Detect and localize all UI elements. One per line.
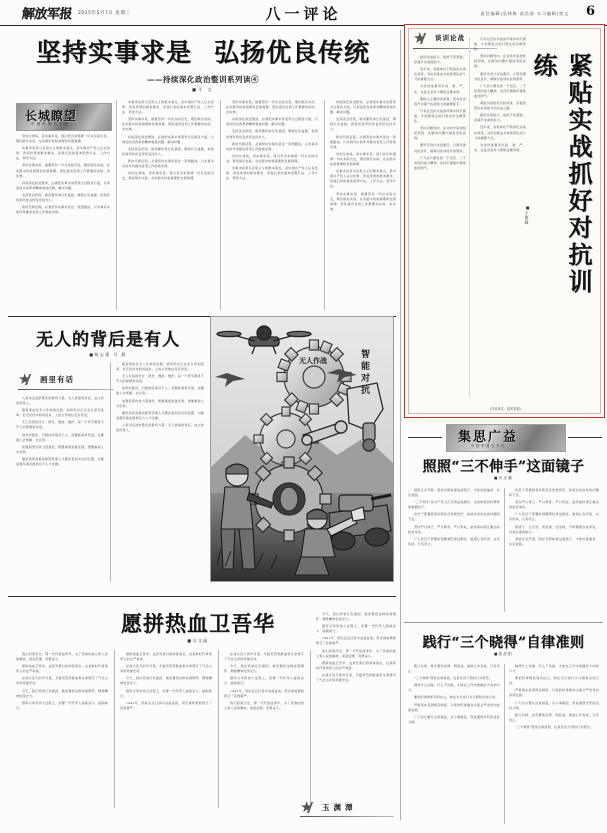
paragraph: 严格落实各项规章制度，以铁的纪律推动全面从严治党向纵深发展。 xyxy=(509,688,599,698)
paragraph: 实事求是是马克思主义的根本观点，是中国共产党人认识世界、改造世界的根本要求，是我们党的基本思想方法、工作方法、领导方法。 xyxy=(330,169,396,189)
bottom-column-4 xyxy=(316,612,396,808)
lead-headline-part1: 坚持实事求是 xyxy=(35,38,192,67)
paragraph: 今天，我们传承红色基因，就是要把这种家国情怀、牺牲精神发扬光大。 xyxy=(120,676,212,686)
paragraph: 紧贴实战抓好对抗训练，是提高部队实战能力的必由之路。 xyxy=(474,101,526,111)
banner-wing-right xyxy=(568,437,602,438)
column-divider xyxy=(469,37,470,397)
svg-text:无人作战: 无人作战 xyxy=(299,356,327,365)
paragraph: 对抗训练要突出真、难、严、实，在复杂条件下锤炼过硬本领。 xyxy=(414,84,466,94)
lead-column-2 xyxy=(122,100,214,308)
paragraph: 加强新型作战力量建设，既要重视装备发展，更要重视人才培养。 xyxy=(16,444,104,454)
paragraph: 强军兴军的伟大征程上，需要一代代军人接续奋斗、砥砺前行。 xyxy=(16,700,108,710)
paragraph: 今天，我们传承红色基因，就是要把这种家国情怀、牺牲精神发扬光大。 xyxy=(16,688,108,698)
section-title: 八一评论 xyxy=(265,5,342,23)
paragraph: 持续深化政治整训，必须把实事求是贯穿全过程各方面，以彻底的自我革命精神查找问题、解决问题。 xyxy=(16,180,110,190)
picture-banner xyxy=(18,372,114,390)
mid-column-2 xyxy=(116,362,204,580)
paragraph: 对抗训练要突出真、难、严、实，在复杂条件下锤炼过硬本领。 xyxy=(474,142,526,152)
yuyuantan-banner xyxy=(300,800,396,817)
mid-headline: 无人的背后是有人 xyxy=(36,330,180,350)
paragraph: 强军兴军的伟大征程上，需要一代代军人接续奋斗、砥砺前行。 xyxy=(224,676,304,686)
great-wall-banner xyxy=(16,103,112,131)
paragraph: 今天，我们传承红色基因，就是要把这种家国情怀、牺牲精神发扬光大。 xyxy=(316,612,396,622)
paragraph: 人是决定战争胜负的最终力量。无人装备的背后，站立的依然是人。 xyxy=(116,422,204,433)
star-icon: ★ xyxy=(300,798,314,816)
bottom-column-2 xyxy=(120,652,212,808)
jisi-headline: 照照“三不伸手”这面镜子 xyxy=(422,459,585,475)
paragraph: “三不伸手”是共产党人应有的品格操守，也是检验党性修养的重要标尺。 xyxy=(408,500,500,510)
paragraph: 基层任务开展，照好对照检视这面镜子，才能校准偏差、补足差距。 xyxy=(509,536,599,546)
paragraph: 坚持问题导向，在对抗中查找短板弱项，在解决问题中提高训练质效。 xyxy=(474,54,526,69)
paragraph: 近年来，各级单位不断深化实战化训练，对抗训练成为检验部队战斗力的重要方式。 xyxy=(414,67,466,82)
lead-subheadline: ——持续深化政治整训系列读④ xyxy=(147,75,259,84)
paragraph: 党员干部要经常对照党章党规党纪，检视自身存在的问题和不足。 xyxy=(408,512,500,522)
paragraph: 1941年，部队在反扫荡中浴血奋战，用忠诚和勇敢捍卫了民族尊严。 xyxy=(316,636,396,646)
paragraph: 发扬优良传统，就是要传承红色基因，赓续红色血脉，把我党我军的优良传统发扬光大。 xyxy=(226,129,318,139)
paragraph: 发扬优良传统，就是要传承红色基因，赓续红色血脉，把我党我军的优良传统发扬光大。 xyxy=(16,192,110,203)
paragraph: 要科学设计对抗课目，合理设置对抗条件，确保对抗训练有效管用。 xyxy=(474,71,526,81)
paragraph: 战争的胜负，归根结底取决于人。武器装备再先进，也要靠人去掌握、去运用。 xyxy=(16,432,104,442)
paragraph: 党员干部要经常对照党章党规党纪，检视自身存在的问题和不足。 xyxy=(509,488,599,498)
section-divider xyxy=(8,596,396,597)
paragraph: 无人系统的设计、研发、操控、维护，每一个环节都离不开人的智慧和创造。 xyxy=(116,374,204,384)
paragraph: 党的生命线，是实事求是。我们党历来强调一切从实际出发，理论联系实际，在实践中检验真理和发展真理。 xyxy=(330,151,396,167)
paragraph: 广大党员干部要时刻绷紧纪律这根弦，做到心有所畏、言有所戒、行有所止。 xyxy=(408,536,500,546)
paragraph: 广大官兵要发扬一不怕苦、二不怕死的战斗精神，在摔打磨砺中锤炼血性胆气。 xyxy=(474,83,526,98)
paragraph: 晓得什么该做、什么不该做，才能在工作中把握好方向和分寸。 xyxy=(408,683,500,693)
paragraph: 新时代新征程，必须坚持实事求是这一思想路线，以求真务实的作风推动各项工作落地见效。 xyxy=(16,205,110,215)
paragraph: 广大党员干部要时刻绷紧纪律这根弦，做到心有所畏、言有所戒、行有所止。 xyxy=(509,512,599,522)
paragraph: 要把纪律规矩刻印在心，转化为日常行为习惯和自觉行动。 xyxy=(414,695,499,700)
lead-column-4 xyxy=(330,100,396,308)
lead-headline xyxy=(8,33,398,69)
jisi-banner-title: 集思广益 xyxy=(458,430,519,445)
banner-rule xyxy=(18,389,114,390)
lead-headline-part2: 弘扬优良传统 xyxy=(214,38,371,67)
featured-red-box xyxy=(404,24,605,418)
editor-credits: 责任编辑|袁林栋 高浩淇 实习编辑|贾文 xyxy=(480,11,569,16)
paragraph: 坚持实事求是，就要坚持一切从实际出发，理论联系实际，在实践中检验真理和发展真理。部队建设各项工作都要讲实际、求实效。 xyxy=(16,163,110,178)
column-divider xyxy=(220,100,221,310)
great-wall-banner-title: 长城瞭望 xyxy=(25,109,78,123)
bottom-headline: 愿拼热血卫吾华 xyxy=(121,611,275,636)
paragraph: 党的生命线，是实事求是。我们党历来强调一切从实际出发，理论联系实际，在实践中检验真理和发展真理。 xyxy=(226,153,318,163)
paragraph: 坚持实事求是，就要坚持一切从实际出发，理论联系实际，在实践中检验真理和发展真理。部队建设各项工作都要讲实际、求实效。 xyxy=(226,100,318,115)
red-box-column-1 xyxy=(414,55,466,385)
red-box-vertical-headline: 紧贴实战抓好对抗训练 xyxy=(529,53,593,296)
column-divider xyxy=(110,362,111,582)
jianxing-byline: ■张淳阳 xyxy=(494,652,513,656)
paragraph: 坚持严以律己、严以修身、严以用权，始终保持清正廉洁的政治本色。 xyxy=(408,524,500,534)
paragraph: 广大官兵要从自身做起，从小事做起，养成遵规守纪的良好习惯。 xyxy=(408,714,500,724)
paragraph: 要树立正确的训练观，把对抗训练作为提升实战能力的重要抓手。 xyxy=(414,96,466,106)
column-divider xyxy=(114,650,115,808)
column-divider xyxy=(324,100,325,310)
paragraph: 战争的胜负，归根结底取决于人。武器装备再先进，也要靠人去掌握、去运用。 xyxy=(116,386,204,396)
paragraph: 1941年，部队在反扫荡中浴血奋战，用忠诚和勇敢捍卫了民族尊严。 xyxy=(224,688,304,698)
jisi-banner xyxy=(446,424,566,452)
paragraph: 强军兴军的伟大征程上，需要一代代军人接续奋斗、砥砺前行。 xyxy=(120,688,212,698)
issue-date: 2025年5月7日 星期三 xyxy=(78,11,131,16)
paragraph: 坚持实事求是，就要坚持一切从实际出发，理论联系实际，在实践中检验真理和发展真理。部队建设各项工作都要讲实际、求实效。 xyxy=(122,117,214,132)
paragraph: 晓得什么该做、什么不该做，才能在工作中把握好方向和分寸。 xyxy=(509,664,599,674)
paragraph: 我们回望历史，那一代代热血青年，为了民族的独立和人民的解放，前赴后继，英勇奋斗。 xyxy=(224,700,304,710)
paragraph: 践行自律，首先要知边界、明底线，做到心中有戒、行有所止。 xyxy=(509,712,599,722)
paragraph: 新时代新征程，必须坚持实事求是这一思想路线，以求真务实的作风推动各项工作落地见效。 xyxy=(330,134,396,149)
red-box-source: （作者单位：陆军某旅） xyxy=(487,407,523,411)
paragraph: 今天，我们传承红色基因，就是要把这种家国情怀、牺牲精神发扬光大。 xyxy=(224,664,304,674)
column-divider xyxy=(504,488,505,612)
jisi-byline: ■肖光鹏 xyxy=(494,476,513,480)
lead-byline: ■平 言 xyxy=(192,87,214,92)
page-column-divider xyxy=(400,30,401,820)
jisi-column-1 xyxy=(408,488,500,612)
yuyuantan-banner-title: 玉渊潭 xyxy=(322,803,357,812)
paragraph: 在烽火连天的岁月里，无数英烈用鲜血和生命谱写了气壮山河的英雄史诗。 xyxy=(120,664,212,674)
paragraph: 党的生命线，是实事求是。我们党历来强调一切从实际出发，理论联系实际，在实践中检验真理和发展真理。 xyxy=(122,171,214,181)
paragraph: 广大官兵要从自身做起，从小事做起，养成遵规守纪的良好习惯。 xyxy=(509,700,599,710)
column-divider xyxy=(504,664,505,824)
star-icon: ★ xyxy=(18,370,32,388)
paragraph: 严格落实各项规章制度，以铁的纪律推动全面从严治党向纵深发展。 xyxy=(408,702,500,712)
paragraph: 基层任务开展，照好对照检视这面镜子，才能校准偏差、补足差距。 xyxy=(408,488,500,498)
paragraph: 持续深化政治整训，必须把实事求是贯穿全过程各方面，以彻底的自我革命精神查找问题、解决问题。 xyxy=(330,100,396,115)
newspaper-logo: 解放军报 xyxy=(21,7,73,22)
paragraph: 只有在近似实战的环境中摔打磨砺，才能锻造出能打胜仗的过硬部队。 xyxy=(414,108,466,124)
paragraph: 人是决定战争胜负的最终力量。无人装备的背后，站立的依然是人。 xyxy=(16,396,104,406)
paragraph: 贴近实战练兵，练的不是套路，是真打实备的能力。 xyxy=(414,55,466,65)
picture-banner-title: 画里有话 xyxy=(40,375,74,384)
paragraph: 持续深化政治整训，必须把实事求是贯穿全过程各方面，以彻底的自我革命精神查找问题、解决问题。 xyxy=(122,134,214,144)
mid-column-1 xyxy=(16,396,104,582)
mid-byline: ■杨志强 马 静 xyxy=(89,352,127,357)
paragraph: 照镜子、正衣冠、洗洗澡、治治病，不断增强自我净化、自我完善的能力。 xyxy=(509,524,599,534)
jisi-banner-subtitle: 中国军网名专栏 xyxy=(471,444,506,448)
tanxun-banner-title: 谈训论战 xyxy=(435,34,465,42)
star-icon: ★ xyxy=(413,29,427,47)
paragraph: 要科学设计对抗课目，合理设置对抗条件，确保对抗训练有效管用。 xyxy=(414,143,466,153)
paragraph: 广大官兵要发扬一不怕苦、二不怕死的战斗精神，在摔打磨砺中锤炼血性胆气。 xyxy=(414,155,466,170)
bottom-column-1 xyxy=(16,652,108,800)
paragraph: 发扬优良传统，就是要传承红色基因，赓续红色血脉，把我党我军的优良传统发扬光大。 xyxy=(122,146,214,156)
great-wall-banner-subtitle: 中国军网名专栏 xyxy=(31,122,71,126)
illustration xyxy=(210,316,394,582)
paragraph: 持续深化政治整训，必须把实事求是贯穿全过程各方面，以彻底的自我革命精神查找问题、解决问题。 xyxy=(226,117,318,127)
paragraph: 愿拼热血卫吾华，这是先辈们的铮铮誓言，也是新时代革命军人的庄严承诺。 xyxy=(16,664,108,674)
paragraph: 随着智能化无人作战的发展，战场形态正在发生深刻变革。但无论技术如何进步，人的主导地位没有改变。 xyxy=(116,362,204,372)
illustration-caption: 作者:周 浩 xyxy=(365,574,387,578)
paragraph: 无人系统的设计、研发、操控、维护，每一个环节都离不开人的智慧和创造。 xyxy=(16,420,104,430)
paragraph: 坚持实事求是，就要坚持一切从实际出发，理论联系实际，在实践中检验真理和发展真理。部队建设各项工作都要讲实际、求实效。 xyxy=(330,191,396,211)
illustration-label-side: 智 xyxy=(361,350,371,360)
banner-wing-left xyxy=(408,437,442,438)
paragraph: 实事求是是马克思主义的根本观点，是中国共产党人认识世界、改造世界的根本要求，是我们党的基本思想方法、工作方法、领导方法。 xyxy=(16,146,110,161)
paragraph: 发扬优良传统，就是要传承红色基因，赓续红色血脉，把我党我军的优良传统发扬光大。 xyxy=(330,117,396,132)
paragraph: 愿拼热血卫吾华，这是先辈们的铮铮誓言，也是新时代革命军人的庄严承诺。 xyxy=(120,652,212,662)
paragraph: 新时代新征程，必须坚持实事求是这一思想路线，以求真务实的作风推动各项工作落地见效。 xyxy=(122,158,214,169)
column-divider xyxy=(218,650,219,808)
paragraph: 要把纪律规矩刻印在心，转化为日常行为习惯和自觉行动。 xyxy=(509,676,599,686)
paragraph: 要把培养高素质新型军事人才摆在更加突出的位置，为推进强军事业提供有力人才支撑。 xyxy=(16,456,104,467)
banner-rule xyxy=(300,816,394,817)
svg-text:对: 对 xyxy=(361,374,371,384)
paragraph: 坚持问题导向，在对抗中查找短板弱项，在解决问题中提高训练质效。 xyxy=(414,126,466,141)
svg-text:能: 能 xyxy=(361,362,371,372)
paragraph: “三个晓得”既是自律准则，也是党员干部的行为规范。 xyxy=(515,724,594,729)
jisi-column-2 xyxy=(509,488,599,612)
paragraph: 我们回望历史，那一代代热血青年，为了民族的独立和人民的解放，前赴后继，英勇奋斗。 xyxy=(16,652,108,662)
paragraph: 贴近实战练兵，练的不是套路，是真打实备的能力。 xyxy=(474,113,526,123)
column-divider xyxy=(116,100,117,310)
paragraph: 愿拼热血卫吾华，这是先辈们的铮铮誓言，也是新时代革命军人的庄严承诺。 xyxy=(316,660,396,670)
paragraph: 在烽火连天的岁月里，无数英烈用鲜血和生命谱写了气壮山河的英雄史诗。 xyxy=(316,672,396,683)
jianxing-column-2 xyxy=(509,664,599,824)
paragraph: 要把培养高素质新型军事人才摆在更加突出的位置，为推进强军事业提供有力人才支撑。 xyxy=(116,410,204,420)
paragraph: 实事求是是马克思主义的根本观点，是中国共产党人认识世界、改造世界的根本要求，是我们党的基本思想方法、工作方法、领导方法。 xyxy=(122,100,214,115)
jianxing-headline: 践行“三个晓得”自律准则 xyxy=(422,635,585,651)
paragraph: 坚持严以律己、严以修身、严以用权，始终保持清正廉洁的政治本色。 xyxy=(509,500,599,510)
column-divider xyxy=(310,650,311,808)
page-number: 6 xyxy=(585,4,595,19)
paragraph: 近年来，各级单位不断深化实战化训练，对抗训练成为检验部队战斗力的重要方式。 xyxy=(474,125,526,140)
paragraph: 在烽火连天的岁月里，无数英烈用鲜血和生命谱写了气壮山河的英雄史诗。 xyxy=(16,676,108,686)
lead-column-1 xyxy=(16,134,110,309)
bottom-byline: ■冯文晶 xyxy=(187,638,209,643)
svg-text:抗: 抗 xyxy=(361,386,371,396)
paragraph: 新时代新征程，必须坚持实事求是这一思想路线，以求真务实的作风推动各项工作落地见效。 xyxy=(226,141,318,151)
lead-column-3 xyxy=(226,100,318,308)
paragraph: 党的生命线，是实事求是。我们党历来强调一切从实际出发，理论联系实际，在实践中检验真理和发展真理。 xyxy=(16,134,110,144)
paragraph: 在烽火连天的岁月里，无数英烈用鲜血和生命谱写了气壮山河的英雄史诗。 xyxy=(224,652,304,662)
masthead xyxy=(0,0,607,26)
bottom-column-3 xyxy=(224,652,304,808)
paragraph: 加强新型作战力量建设，既要重视装备发展，更要重视人才培养。 xyxy=(116,398,204,408)
section-divider xyxy=(404,622,603,623)
red-box-byline: ■王俊峰 xyxy=(525,205,530,226)
paragraph: 强军兴军的伟大征程上，需要一代代军人接续奋斗、砥砺前行。 xyxy=(316,624,396,634)
paragraph: 践行自律，首先要知边界、明底线，做到心中有戒、行有所止。 xyxy=(408,664,500,674)
red-box-column-2 xyxy=(474,37,526,385)
paragraph: 我们回望历史，那一代代热血青年，为了民族的独立和人民的解放，前赴后继，英勇奋斗。 xyxy=(316,648,396,658)
paragraph: 1941年，部队在反扫荡中浴血奋战，用忠诚和勇敢捍卫了民族尊严。 xyxy=(120,700,212,710)
paragraph: 实事求是是马克思主义的根本观点，是中国共产党人认识世界、改造世界的根本要求，是我们党的基本思想方法、工作方法、领导方法。 xyxy=(226,166,318,181)
paragraph: 只有在近似实战的环境中摔打磨砺，才能锻造出能打胜仗的过硬部队。 xyxy=(474,37,526,52)
paragraph: “三个晓得”既是自律准则，也是党员干部的行为规范。 xyxy=(414,676,493,681)
jianxing-column-1 xyxy=(408,664,500,824)
paragraph: 随着智能化无人作战的发展，战场形态正在发生深刻变革。但无论技术如何进步，人的主导地位没有改变。 xyxy=(16,408,104,418)
illustration-artwork xyxy=(211,317,393,581)
